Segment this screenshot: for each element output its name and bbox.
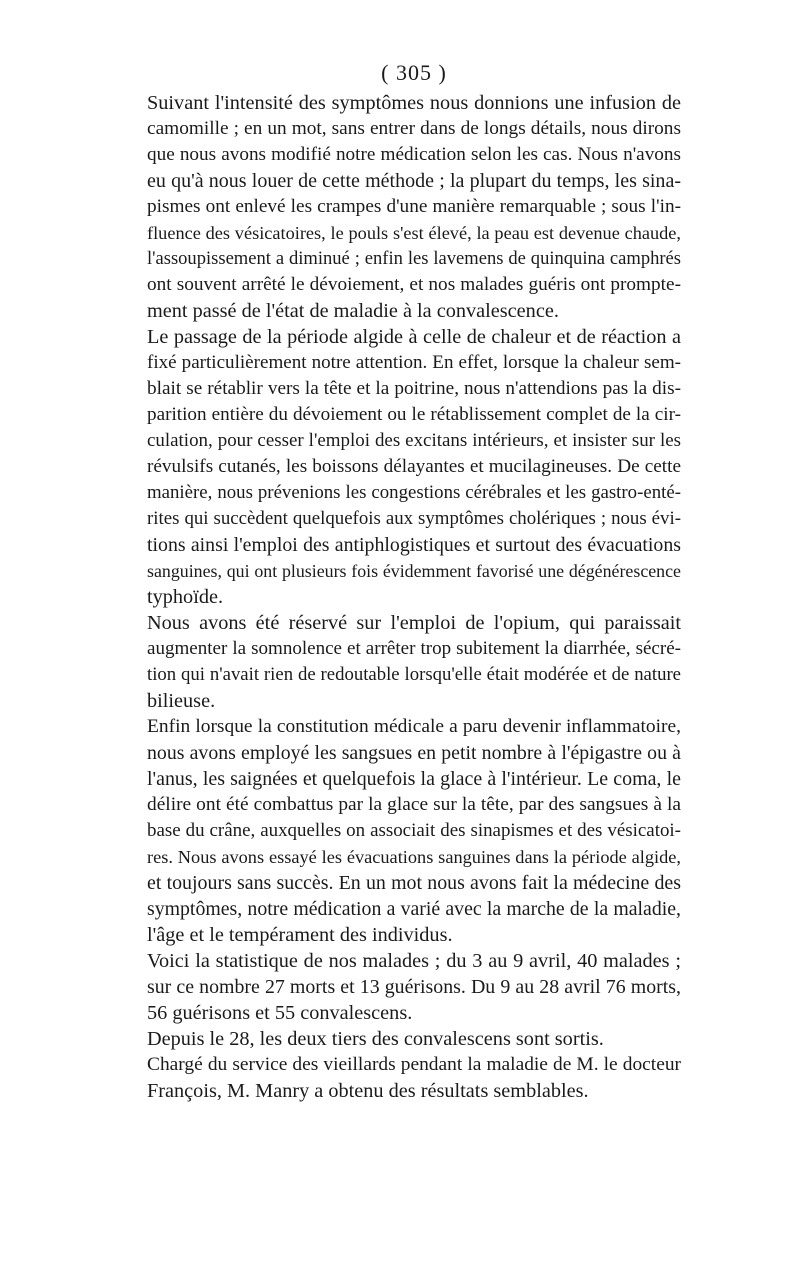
text-line: fluence des vésicatoires, le pouls s'est élevé, la peau est devenue chaude, [147, 223, 681, 243]
page-number: ( 305 ) [381, 60, 447, 85]
text-line: rites qui succèdent quelquefois aux symptômes cholériques ; nous évi- [147, 508, 681, 529]
text-line: tion qui n'avait rien de redoutable lorsqu'elle était modérée et de nature [147, 664, 681, 685]
text-line: parition entière du dévoiement ou le rétablissement complet de la cir- [147, 404, 681, 425]
text-line: François, M. Manry a obtenu des résultats semblables. [147, 1080, 589, 1102]
text-line: sur ce nombre 27 morts et 13 guérisons. Du 9 au 28 avril 76 morts, [147, 976, 681, 998]
paragraph [147, 324, 681, 610]
text-line: tions ainsi l'emploi des antiphlogistiques et surtout des évacuations [147, 534, 681, 556]
paragraph [147, 1026, 681, 1052]
text-line: l'âge et le tempérament des individus. [147, 924, 453, 946]
text-line: Nous avons été réservé sur l'emploi de l'opium, qui paraissait [147, 612, 681, 634]
text-line: nous avons employé les sangsues en petit nombre à l'épigastre ou à [147, 742, 681, 764]
text-line: délire ont été combattus par la glace sur la tête, par des sangsues à la [147, 794, 681, 815]
paragraph [147, 714, 681, 948]
paragraph [147, 610, 681, 714]
text-line: Le passage de la période algide à celle de chaleur et de réaction a [147, 326, 681, 348]
text-line: que nous avons modifié notre médication selon les cas. Nous n'avons [147, 144, 681, 165]
text-line: symptômes, notre médication a varié avec la marche de la maladie, [147, 898, 681, 920]
paragraph [147, 1052, 681, 1104]
text-line: blait se rétablir vers la tête et la poitrine, nous n'attendions pas la dis- [147, 378, 681, 399]
text-line: camomille ; en un mot, sans entrer dans de longs détails, nous dirons [147, 118, 681, 139]
text-line: augmenter la somnolence et arrêter trop subitement la diarrhée, sécré- [147, 638, 681, 659]
text-line: res. Nous avons essayé les évacuations sanguines dans la période algide, [147, 847, 681, 867]
page [147, 58, 681, 1104]
paragraph [147, 90, 681, 324]
text-line: révulsifs cutanés, les boissons délayantes et mucilagineuses. De cette [147, 456, 681, 477]
text-line: l'anus, les saignées et quelquefois la glace à l'intérieur. Le coma, le [147, 768, 681, 790]
text-line: manière, nous prévenions les congestions cérébrales et les gastro-enté- [147, 482, 681, 503]
text-line: ont souvent arrêté le dévoiement, et nos malades guéris ont prompte- [147, 274, 681, 295]
text-line: Depuis le 28, les deux tiers des convalescens sont sortis. [147, 1028, 604, 1050]
text-line: typhoïde. [147, 586, 224, 608]
text-line: sanguines, qui ont plusieurs fois évidemment favorisé une dégénérescence [147, 561, 681, 581]
text-line: ment passé de l'état de maladie à la convalescence. [147, 300, 559, 322]
text-line: culation, pour cesser l'emploi des excitans intérieurs, et insister sur les [147, 430, 681, 451]
text-line: 56 guérisons et 55 convalescens. [147, 1002, 413, 1024]
text-line: bilieuse. [147, 690, 216, 712]
text-line: pismes ont enlevé les crampes d'une manière remarquable ; sous l'in- [147, 196, 681, 217]
text-line: Chargé du service des vieillards pendant la maladie de M. le docteur [147, 1054, 681, 1075]
text-line: et toujours sans succès. En un mot nous avons fait la médecine des [147, 872, 681, 894]
text-line: Enfin lorsque la constitution médicale a paru devenir inflammatoire, [147, 716, 681, 737]
text-line: Voici la statistique de nos malades ; du 3 au 9 avril, 40 malades ; [147, 950, 681, 972]
paragraph [147, 948, 681, 1026]
text-line: l'assoupissement a diminué ; enfin les lavemens de quinquina camphrés [147, 248, 681, 269]
body-text [147, 90, 681, 1104]
text-line: Suivant l'intensité des symptômes nous donnions une infusion de [147, 92, 681, 114]
text-line: base du crâne, auxquelles on associait des sinapismes et des vésicatoi- [147, 820, 681, 841]
text-line: fixé particulièrement notre attention. En effet, lorsque la chaleur sem- [147, 352, 681, 373]
text-line: eu qu'à nous louer de cette méthode ; la plupart du temps, les sina- [147, 170, 681, 192]
